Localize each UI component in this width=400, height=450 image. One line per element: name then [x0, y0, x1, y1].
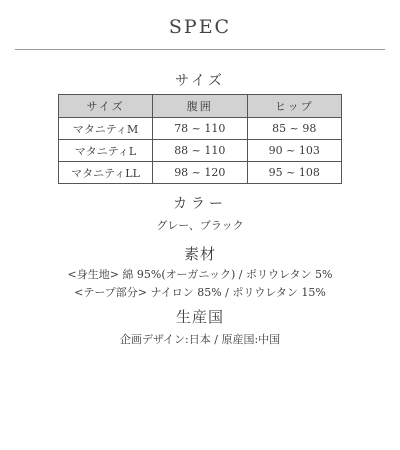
- size-cell: マタニティL: [59, 140, 153, 162]
- size-column-header: サイズ: [59, 95, 153, 118]
- size-heading: サイズ: [175, 73, 225, 89]
- size-cell: マタニティLL: [59, 162, 153, 184]
- color-text: グレー、ブラック: [156, 219, 244, 232]
- size-table: [58, 94, 342, 184]
- waist-cell: 78 ~ 110: [153, 118, 247, 140]
- material-tape-line: <テープ部分> ナイロン 85% / ポリウレタン 15%: [74, 286, 326, 299]
- waist-column-header: 腹囲: [153, 95, 247, 118]
- origin-heading: 生産国: [175, 308, 224, 326]
- hip-cell: 90 ~ 103: [247, 140, 341, 162]
- material-heading: 素材: [183, 245, 216, 263]
- waist-cell: 88 ~ 110: [153, 140, 247, 162]
- table-row: [59, 162, 342, 184]
- color-heading: カラー: [173, 196, 227, 212]
- size-table-header-row: [59, 95, 342, 118]
- material-body-line: <身生地> 綿 95%(オーガニック) / ポリウレタン 5%: [67, 268, 333, 281]
- hip-cell: 95 ~ 108: [247, 162, 341, 184]
- origin-text: 企画デザイン:日本 / 原産国:中国: [119, 333, 281, 346]
- title-divider: [15, 49, 385, 50]
- size-cell: マタニティM: [59, 118, 153, 140]
- waist-cell: 98 ~ 120: [153, 162, 247, 184]
- table-row: [59, 140, 342, 162]
- hip-cell: 85 ~ 98: [247, 118, 341, 140]
- hip-column-header: ヒップ: [247, 95, 341, 118]
- table-row: [59, 118, 342, 140]
- page-title: SPEC: [168, 16, 232, 38]
